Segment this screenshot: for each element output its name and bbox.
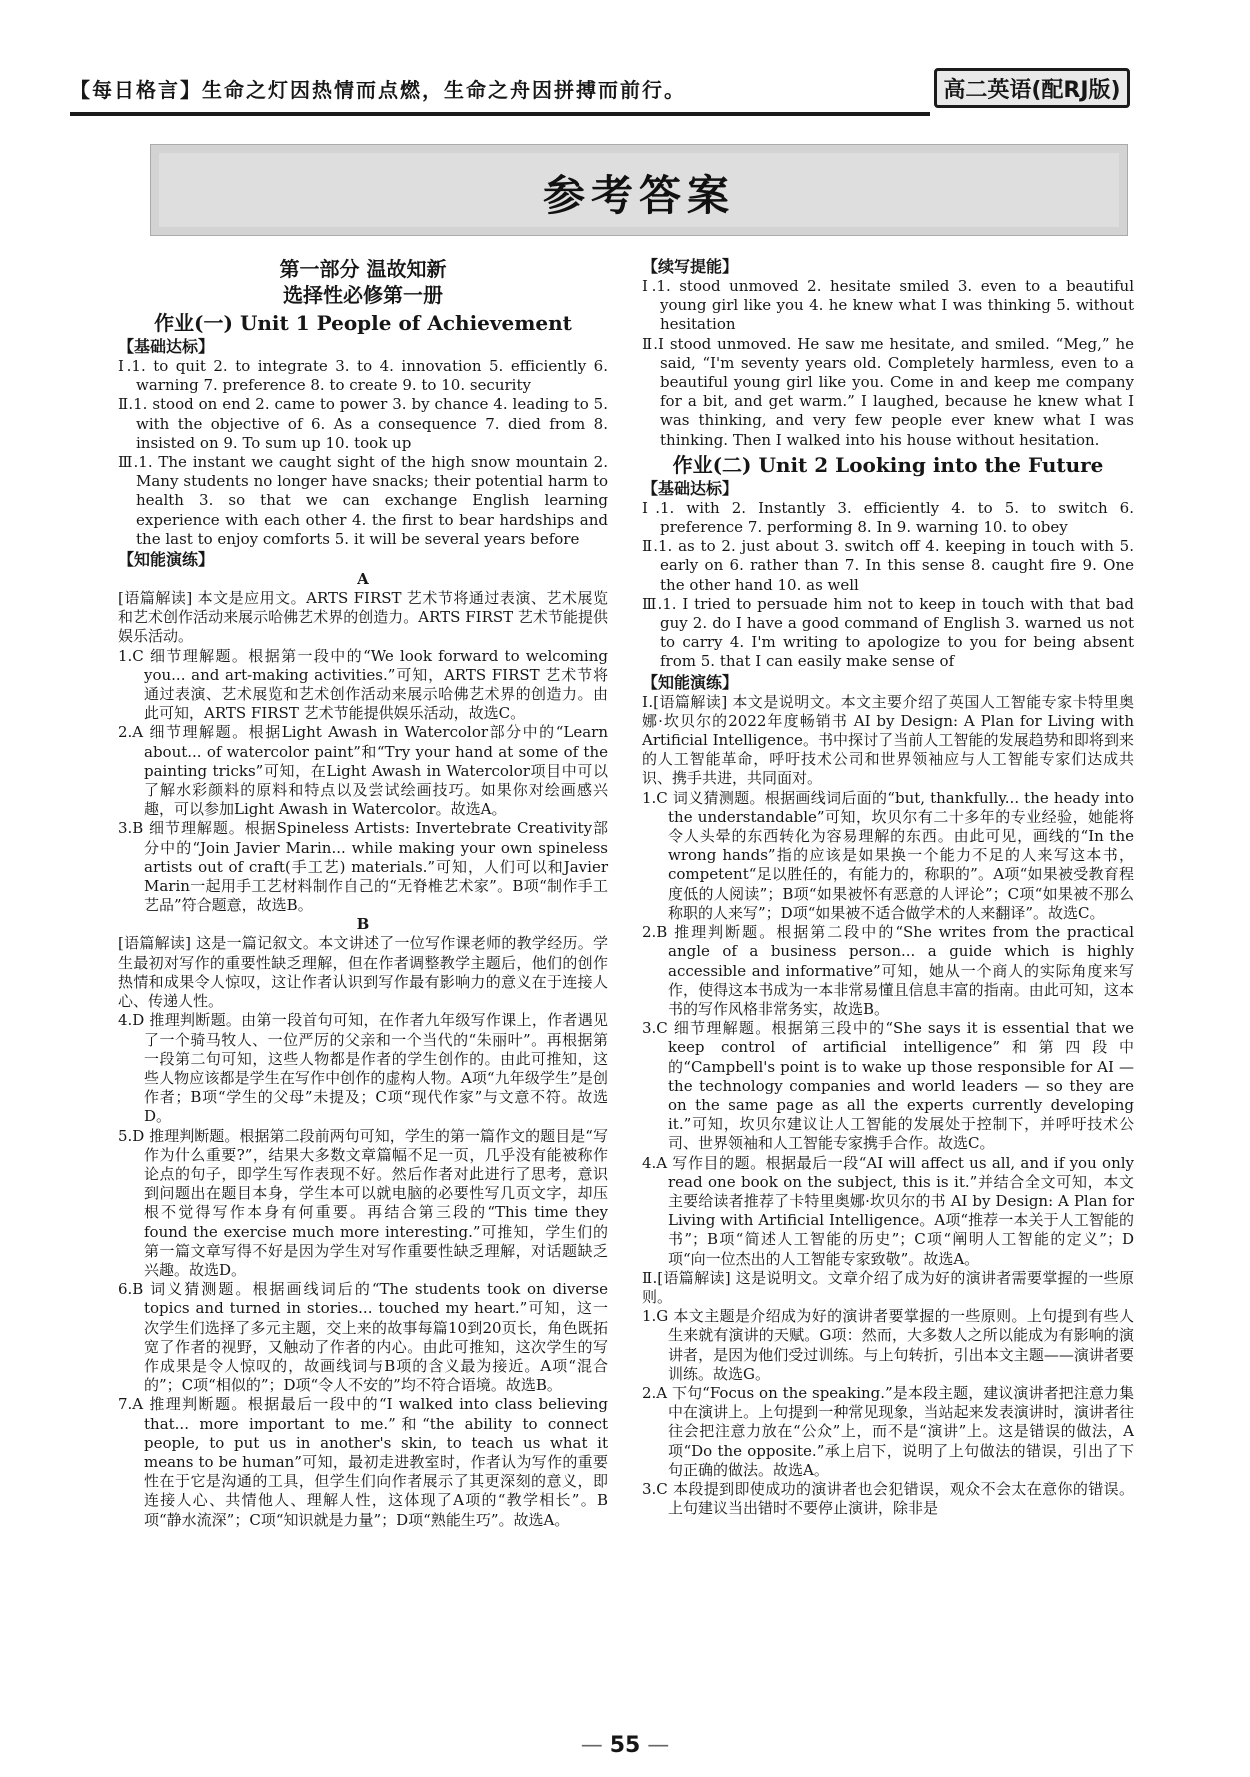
answer-item: 1.G 本文主题是介绍成为好的演讲者要掌握的一些原则。上句提到有些人生来就有演讲的天赋。G项：然而，大多数人之所以能成为有影响的演讲者，是因为他们受过训练。与上句转折，引出本文主题——演讲者要训练。故选G。 (642, 1307, 1134, 1383)
page-title: 参考答案 (542, 171, 735, 220)
answer-item: 5.D 推理判断题。根据第二段前两句可知，学生的第一篇作文的题目是“写作为什么重要?”，结果大多数文章篇幅不足一页，几乎没有能被称作论点的句子，即学生写作表现不好。然后作者对此进行了思考，意识到问题出在题目本身，学生本可以就电脑的必要性写几页文字，却压根不觉得写作本身有何重要。再结合第三段的“This time they found the exercise much more interesting.”可推知，学生们的第一篇文章写得不好是因为学生对写作重要性缺乏理解，对话题缺乏兴趣。故选D。 (118, 1126, 608, 1279)
basic-answer-1: Ⅰ.1. to quit 2. to integrate 3. to 4. innovation 5. efficiently 6. warning 7. preference 8. to create 9. to 10. security (118, 357, 608, 395)
answer-item: 3.C 本段提到即使成功的演讲者也会犯错误，观众不会太在意你的错误。上句建议当出错时不要停止演讲，除非是 (642, 1479, 1134, 1518)
header-rule (70, 112, 930, 116)
basic-answer-3: Ⅲ.1. I tried to persuade him not to keep in touch with that bad guy 2. do I have a good command of English 3. warned us not to carry 4. I'm writing to apologize to you for being absent from 5. that I can easily make sense of (642, 594, 1134, 671)
passage-a-summary: [语篇解读] 本文是应用文。ARTS FIRST 艺术节将通过表演、艺术展览和艺术创作活动来展示哈佛艺术界的创造力。ARTS FIRST 艺术节能提供娱乐活动。 (118, 589, 608, 646)
basic-section-label: 【基础达标】 (642, 478, 739, 498)
passage-1-summary: Ⅰ.[语篇解读] 本文是说明文。本文主要介绍了英国人工智能专家卡特里奥娜·坎贝尔的2022年度畅销书 AI by Design: A Plan for Living with Artificial Intelligence。书中探讨了当前人工智能的发展趋势和即将到来的人工智能革命，呼吁技术公司和世界领袖应与人工智能专家们达成共识、携手共进，共同面对。 (642, 692, 1134, 788)
answer-item: 4.A 写作目的题。根据最后一段“AI will affect us all, and if you only read one book on the subject, this is it.”并结合全文可知，本文主要给读者推荐了卡特里奥娜·坎贝尔的书 AI by Design: A Plan for Living with Artificial Intelligence。A项“推荐一本关于人工智能的书”；B项“简述人工智能的历史”；C项“阐明人工智能的定义”；D项“向一位杰出的人工智能专家致敬”。故选A。 (642, 1153, 1134, 1268)
page-header (70, 68, 1130, 114)
answer-item: 2.B 推理判断题。根据第二段中的“She writes from the practical angle of a business person... a guide which is highly accessible and informative”可知，她从一个商人的实际角度来写作，使得这本书成为一本非常易懂且信息丰富的指南。由此可知，这本书的写作风格非常务实，故选B。 (642, 923, 1134, 1018)
answer-item: 6.B 词义猜测题。根据画线词后的“The students took on diverse topics and turned in stories... touched my heart.”可知，这一次学生们选择了多元主题，交上来的故事每篇10到20页长，角色既拓宽了作者的视野，又触动了作者的内心。由此可推知，这次学生的写作成果是令人惊叹的，故画线词与B项的含义最为接近。A项“混合的”；C项“相似的”；D项“令人不安的”均不符合语境。故选B。 (118, 1280, 608, 1395)
passage-a-label: A (357, 570, 369, 589)
basic-section-label: 【基础达标】 (118, 337, 215, 356)
left-column (118, 256, 608, 1530)
skill-section-label: 【知能演练】 (118, 550, 215, 570)
continuation-section-label: 【续写提能】 (642, 257, 739, 276)
passage-2-summary: Ⅱ.[语篇解读] 这是说明文。文章介绍了成为好的演讲者需要掌握的一些原则。 (642, 1268, 1134, 1306)
passage-b-label: B (356, 915, 370, 934)
answer-item: 2.A 下句“Focus on the speaking.”是本段主题，建议演讲者把注意力集中在演讲上。上句提到一种常见现象，当站起来发表演讲时，演讲者往往会把注意力放在“公众”上，而不是“演讲”上。这是错误的做法，A项“Do the opposite.”承上启下，说明了上句做法的错误，引出了下句正确的做法。故选A。 (642, 1383, 1134, 1479)
continuation-answer-1: Ⅰ.1. stood unmoved 2. hesitate smiled 3. even to a beautiful young girl like you 4. he knew what I was thinking 5. without hesitation (642, 277, 1134, 334)
basic-answer-1: Ⅰ.1. with 2. Instantly 3. efficiently 4. to 5. to switch 6. preference 7. performing 8. In 9. warning 10. to obey (642, 498, 1134, 537)
answer-item: 3.C 细节理解题。根据第三段中的“She says it is essential that we keep control of artificial intelligence”和第四段中的“Campbell's point is to wake up those responsible for AI — the technology companies and world leaders — so they are on the same page as all the experts currently developing it.”可知，坎贝尔建议让人工智能的发展处于控制下，并呼吁技术公司、世界领袖和人工智能专家携手合作。故选C。 (642, 1019, 1134, 1153)
answer-item: 1.C 词义猜测题。根据画线词后面的“but, thankfully... the heady into the understandable”可知，坎贝尔有二十多年的专业经验，她能将令人头晕的东西转化为容易理解的东西。由此可见，画线的“In the wrong hands”指的应该是如果换一个能力不足的人来写这本书，competent“足以胜任的，有能力的，称职的”。A项“如果被受教育程度低的人阅读”；B项“如果被怀有恶意的人评论”；C项“如果被不那么称职的人来写”；D项“如果被不适合做学术的人来翻译”。故选C。 (642, 788, 1134, 922)
homework-2-title: 作业(二) Unit 2 Looking into the Future (672, 452, 1104, 477)
homework-1-title: 作业(一) Unit 1 People of Achievement (154, 311, 572, 335)
continuation-answer-2: Ⅱ.I stood unmoved. He saw me hesitate, and smiled. “Meg,” he said, “I'm seventy years old. Completely harmless, even to a beautiful young girl like you. Come in and keep me company for a bit, and get warm.” I laughed, because he knew what I was thinking, and very few people ever knew what I was thinking. Then I walked into his house without hesitation. (642, 334, 1134, 449)
skill-section-label: 【知能演练】 (642, 672, 739, 692)
answer-item: 1.C 细节理解题。根据第一段中的“We look forward to welcoming you... and art-making activities.”可知，ARTS FIRST 艺术节将通过表演、艺术展览和艺术创作活动来展示哈佛艺术界的创造力。由此可知，ARTS FIRST 艺术节能提供娱乐活动，故选C。 (118, 646, 608, 723)
answer-item: 4.D 推理判断题。由第一段首句可知，在作者九年级写作课上，作者遇见了一个骑马牧人、一位严厉的父亲和一个当代的“朱丽叶”。再根据第一段第二句可知，这些人物都是作者的学生创作的。由此可推知，这些人物应该都是学生在写作中创作的虚构人物。A项“九年级学生”是创作者；B项“学生的父母”未提及；C项“现代作家”与文意不符。故选D。 (118, 1011, 608, 1126)
basic-answer-3: Ⅲ.1. The instant we caught sight of the high snow mountain 2. Many students no longer have snacks; their potential harm to health 3. so that we can exchange English learning experience with each other 4. the first to bear hardships and the last to enjoy comforts 5. it will be several years before (118, 453, 608, 548)
basic-answer-2: Ⅱ.1. as to 2. just about 3. switch off 4. keeping in touch with 5. early on 6. rather than 7. In this sense 8. caught fire 9. One the other hand 10. as well (642, 537, 1134, 594)
passage-b-summary: [语篇解读] 这是一篇记叙文。本文讲述了一位写作课老师的教学经历。学生最初对写作的重要性缺乏理解，但在作者调整教学主题后，他们的创作热情和成果令人惊叹，这让作者认识到写作最有影响力的意义在于连接人心、传递人性。 (118, 934, 608, 1011)
answer-item: 3.B 细节理解题。根据Spineless Artists: Invertebrate Creativity部分中的“Join Javier Marin... while making your own spineless artists out of craft(手工艺) materials.”可知，人们可以和Javier Marin一起用手工艺材料制作自己的“无脊椎艺术家”。B项“制作手工艺品”符合题意，故选B。 (118, 819, 608, 915)
right-column (642, 256, 1134, 1518)
page-number: — 55 — (0, 1733, 1250, 1758)
book-title: 选择性必修第一册 (283, 283, 443, 307)
title-banner (150, 144, 1128, 236)
edition-label: 高二英语(配RJ版) (934, 68, 1130, 108)
answer-item: 7.A 推理判断题。根据最后一段中的“I walked into class believing that... more important to me.”和“the ability to connect people, to put us in another's skin, to teach us what it means to be human”可知，最初走进教室时，作者认为写作的重要性在于它是沟通的工具，但学生们向作者展示了其更深刻的意义，即连接人心、共情他人、理解人性，这体现了A项的“教学相长”。B项“静水流深”；C项“知识就是力量”；D项“熟能生巧”。故选A。 (118, 1395, 608, 1529)
basic-answer-2: Ⅱ.1. stood on end 2. came to power 3. by chance 4. leading to 5. with the objective of 6. As a consequence 7. died from 8. insisted on 9. To sum up 10. took up (118, 395, 608, 452)
part-title: 第一部分 温故知新 (279, 257, 447, 281)
daily-motto: 【每日格言】生命之灯因热情而点燃，生命之舟因拼搏而前行。 (70, 78, 686, 102)
answer-item: 2.A 细节理解题。根据Light Awash in Watercolor部分中的“Learn about... of watercolor paint”和“Try your hand at some of the painting tricks”可知，在Light Awash in Watercolor项目中可以了解水彩颜料的原料和特点以及尝试绘画技巧。如果你对绘画感兴趣，可以参加Light Awash in Watercolor。故选A。 (118, 723, 608, 819)
